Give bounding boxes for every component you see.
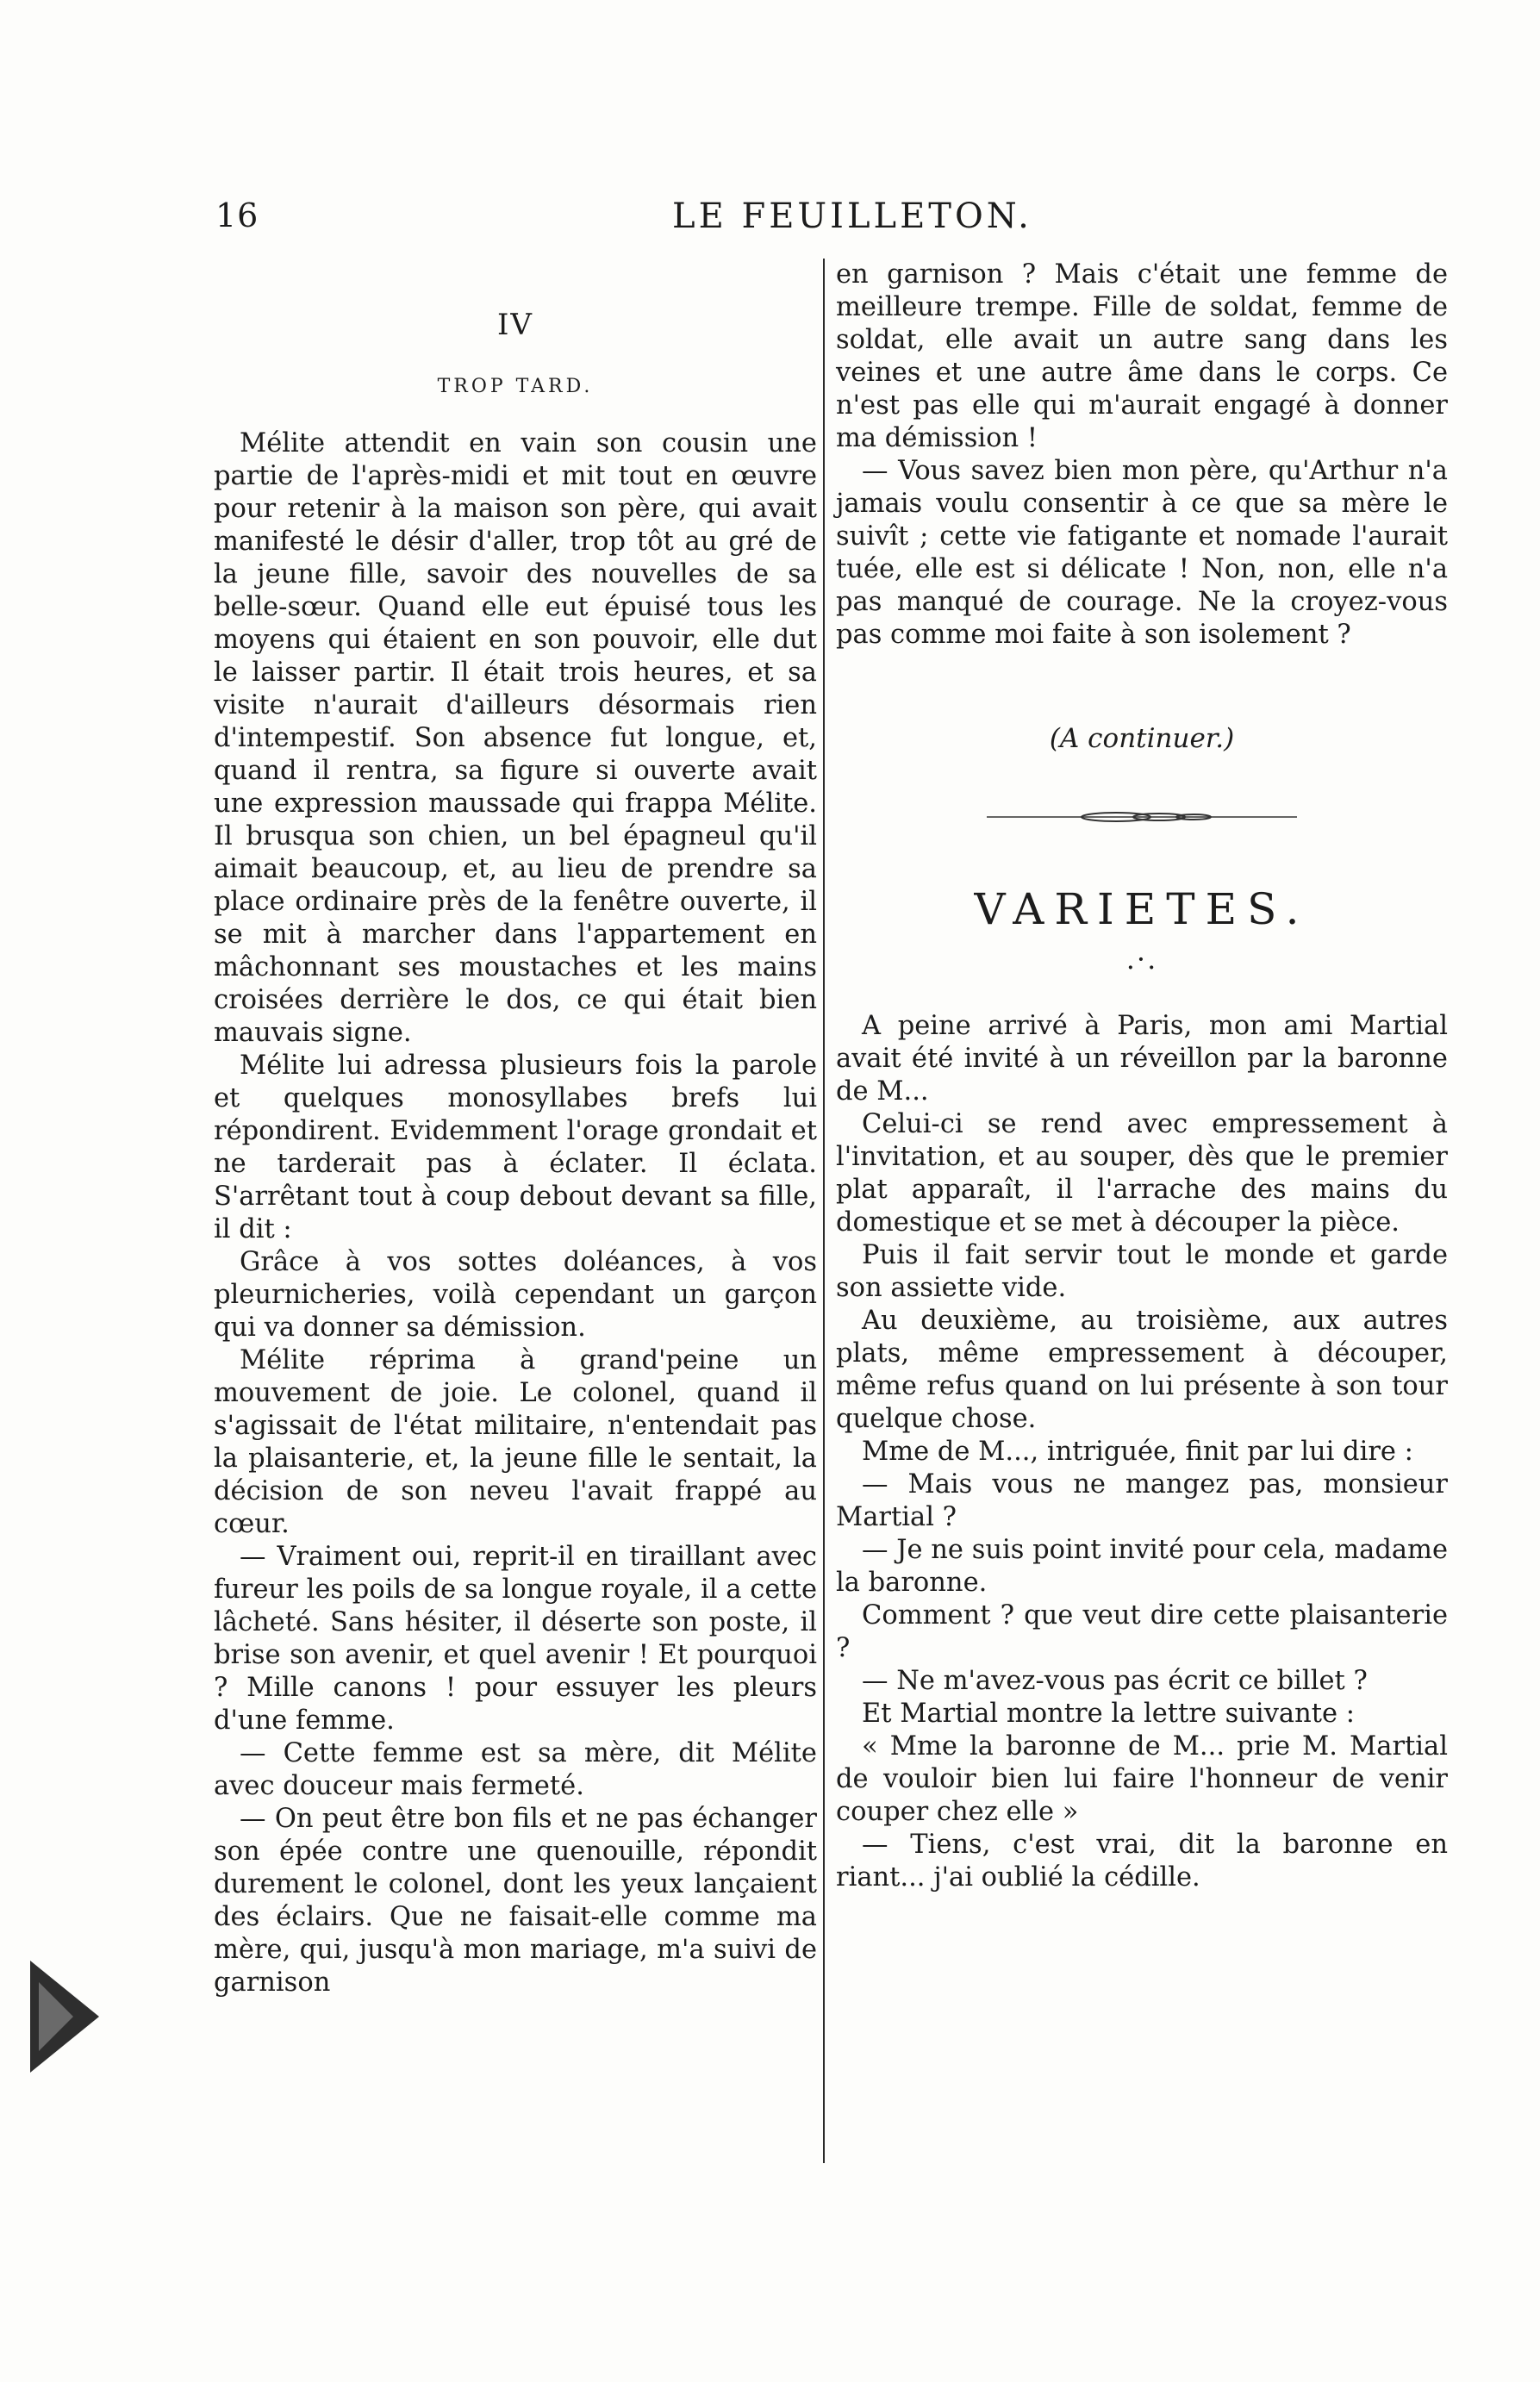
- paragraph: — Cette femme est sa mère, dit Mélite avec douceur mais fermeté.: [214, 1738, 817, 1801]
- paragraph: — Mais vous ne mangez pas, monsieur Martial ?: [836, 1469, 1448, 1532]
- paragraph: Et Martial montre la lettre suivante :: [862, 1699, 1356, 1729]
- paragraph: Mélite attendit en vain son cousin une partie de l'après-midi et mit tout en œuvre pour retenir à la maison son père, qui avait manifesté le désir d'aller, trop tôt au gré de la jeune fille, savoir des nouvelles de sa belle-sœur. Quand elle eut épuisé tous les moyens qui étaient en son pouvoir, elle dut le laisser partir. Il était trois heures, et sa visite n'aurait d'ailleurs désormais rien d'intempestif. Son absence fut longue, et, quand il rentra, sa figure si ouverte avait une expression maussade qui frappa Mélite. Il brusqua son chien, un bel épagneul qu'il aimait beaucoup, et, au lieu de prendre sa place ordinaire près de la fenêtre ouverte, il se mit à marcher dans l'appartement en mâchonnant ses moustaches et les mains croisées derrière le dos, ce qui était bien mauvais signe.: [214, 428, 817, 1048]
- left-column: [214, 259, 817, 1999]
- section-title: VARIETES.: [974, 884, 1310, 934]
- paragraph: — On peut être bon fils et ne pas échanger son épée contre une quenouille, répondit durement le colonel, dont les yeux lançaient des éclairs. Que ne faisait-elle comme ma mère, qui, jusqu'à mon mariage, m'a suivi de garnison: [214, 1804, 817, 1998]
- asterism: .·.: [1125, 943, 1158, 976]
- paragraph: Comment ? que veut dire cette plaisanterie ?: [836, 1600, 1448, 1663]
- paragraph: Puis il fait servir tout le monde et garde son assiette vide.: [836, 1240, 1448, 1303]
- paragraph: A peine arrivé à Paris, mon ami Martial avait été invité à un réveillon par la baronne de M...: [836, 1011, 1448, 1107]
- paragraph: — Vraiment oui, reprit-il en tiraillant avec fureur les poils de sa longue royale, il a cette lâcheté. Sans hésiter, il déserte son poste, il brise son avenir, et quel avenir ! Et pourquoi ? Mille canons ! pour essuyer les pleurs d'une femme.: [214, 1542, 817, 1736]
- paragraph: — Je ne suis point invité pour cela, madame la baronne.: [836, 1535, 1448, 1598]
- chapter-title: TROP TARD.: [437, 376, 594, 397]
- continuation-note: (A continuer.): [1049, 723, 1235, 754]
- running-title: LE FEUILLETON.: [672, 196, 1032, 236]
- paragraph: en garnison ? Mais c'était une femme de meilleure trempe. Fille de soldat, femme de soldat, elle avait un autre sang dans les veines et une autre âme dans le corps. Ce n'est pas elle qui m'aurait engagé à donner ma démission !: [836, 259, 1448, 453]
- page-number: 16: [215, 196, 259, 234]
- binding-mark-icon: [26, 1952, 103, 2081]
- paragraph: Mélite lui adressa plusieurs fois la parole et quelques monosyllabes brefs lui répondirent. Evidemment l'orage grondait et ne tarderait pas à éclater. Il éclata. S'arrêtant tout à coup debout devant sa fille, il dit :: [214, 1051, 817, 1244]
- paragraph: Mme de M..., intriguée, finit par lui dire :: [862, 1437, 1413, 1467]
- paragraph: Grâce à vos sottes doléances, à vos pleurnicheries, voilà cependant un garçon qui va donner sa démission.: [214, 1247, 817, 1343]
- paragraph: Celui-ci se rend avec empressement à l'invitation, et au souper, dès que le premier plat apparaît, il l'arrache des mains du domestique et se met à découper la pièce.: [836, 1109, 1448, 1238]
- column-divider: [823, 259, 825, 2163]
- paragraph: — Ne m'avez-vous pas écrit ce billet ?: [862, 1666, 1368, 1696]
- paragraph: — Vous savez bien mon père, qu'Arthur n'a jamais voulu consentir à ce que sa mère le suivît ; cette vie fatigante et nomade l'aurait tuée, elle est si délicate ! Non, non, elle n'a pas manqué de courage. Ne la croyez-vous pas comme moi faite à son isolement ?: [836, 456, 1448, 650]
- ornament-divider-icon: [987, 810, 1297, 824]
- right-column: [836, 259, 1448, 1894]
- page-header: [215, 196, 1448, 248]
- paragraph: Mélite réprima à grand'peine un mouvement de joie. Le colonel, quand il s'agissait de l'état militaire, n'entendait pas la plaisanterie, et, la jeune fille le sentait, la décision de son neveu l'avait frappé au cœur.: [214, 1345, 817, 1539]
- paragraph: « Mme la baronne de M... prie M. Martial de vouloir bien lui faire l'honneur de venir couper chez elle »: [836, 1731, 1448, 1827]
- chapter-number: IV: [497, 308, 533, 342]
- paragraph: Au deuxième, au troisième, aux autres plats, même empressement à découper, même refus quand on lui présente à son tour quelque chose.: [836, 1306, 1448, 1434]
- paragraph: — Tiens, c'est vrai, dit la baronne en riant... j'ai oublié la cédille.: [836, 1830, 1448, 1893]
